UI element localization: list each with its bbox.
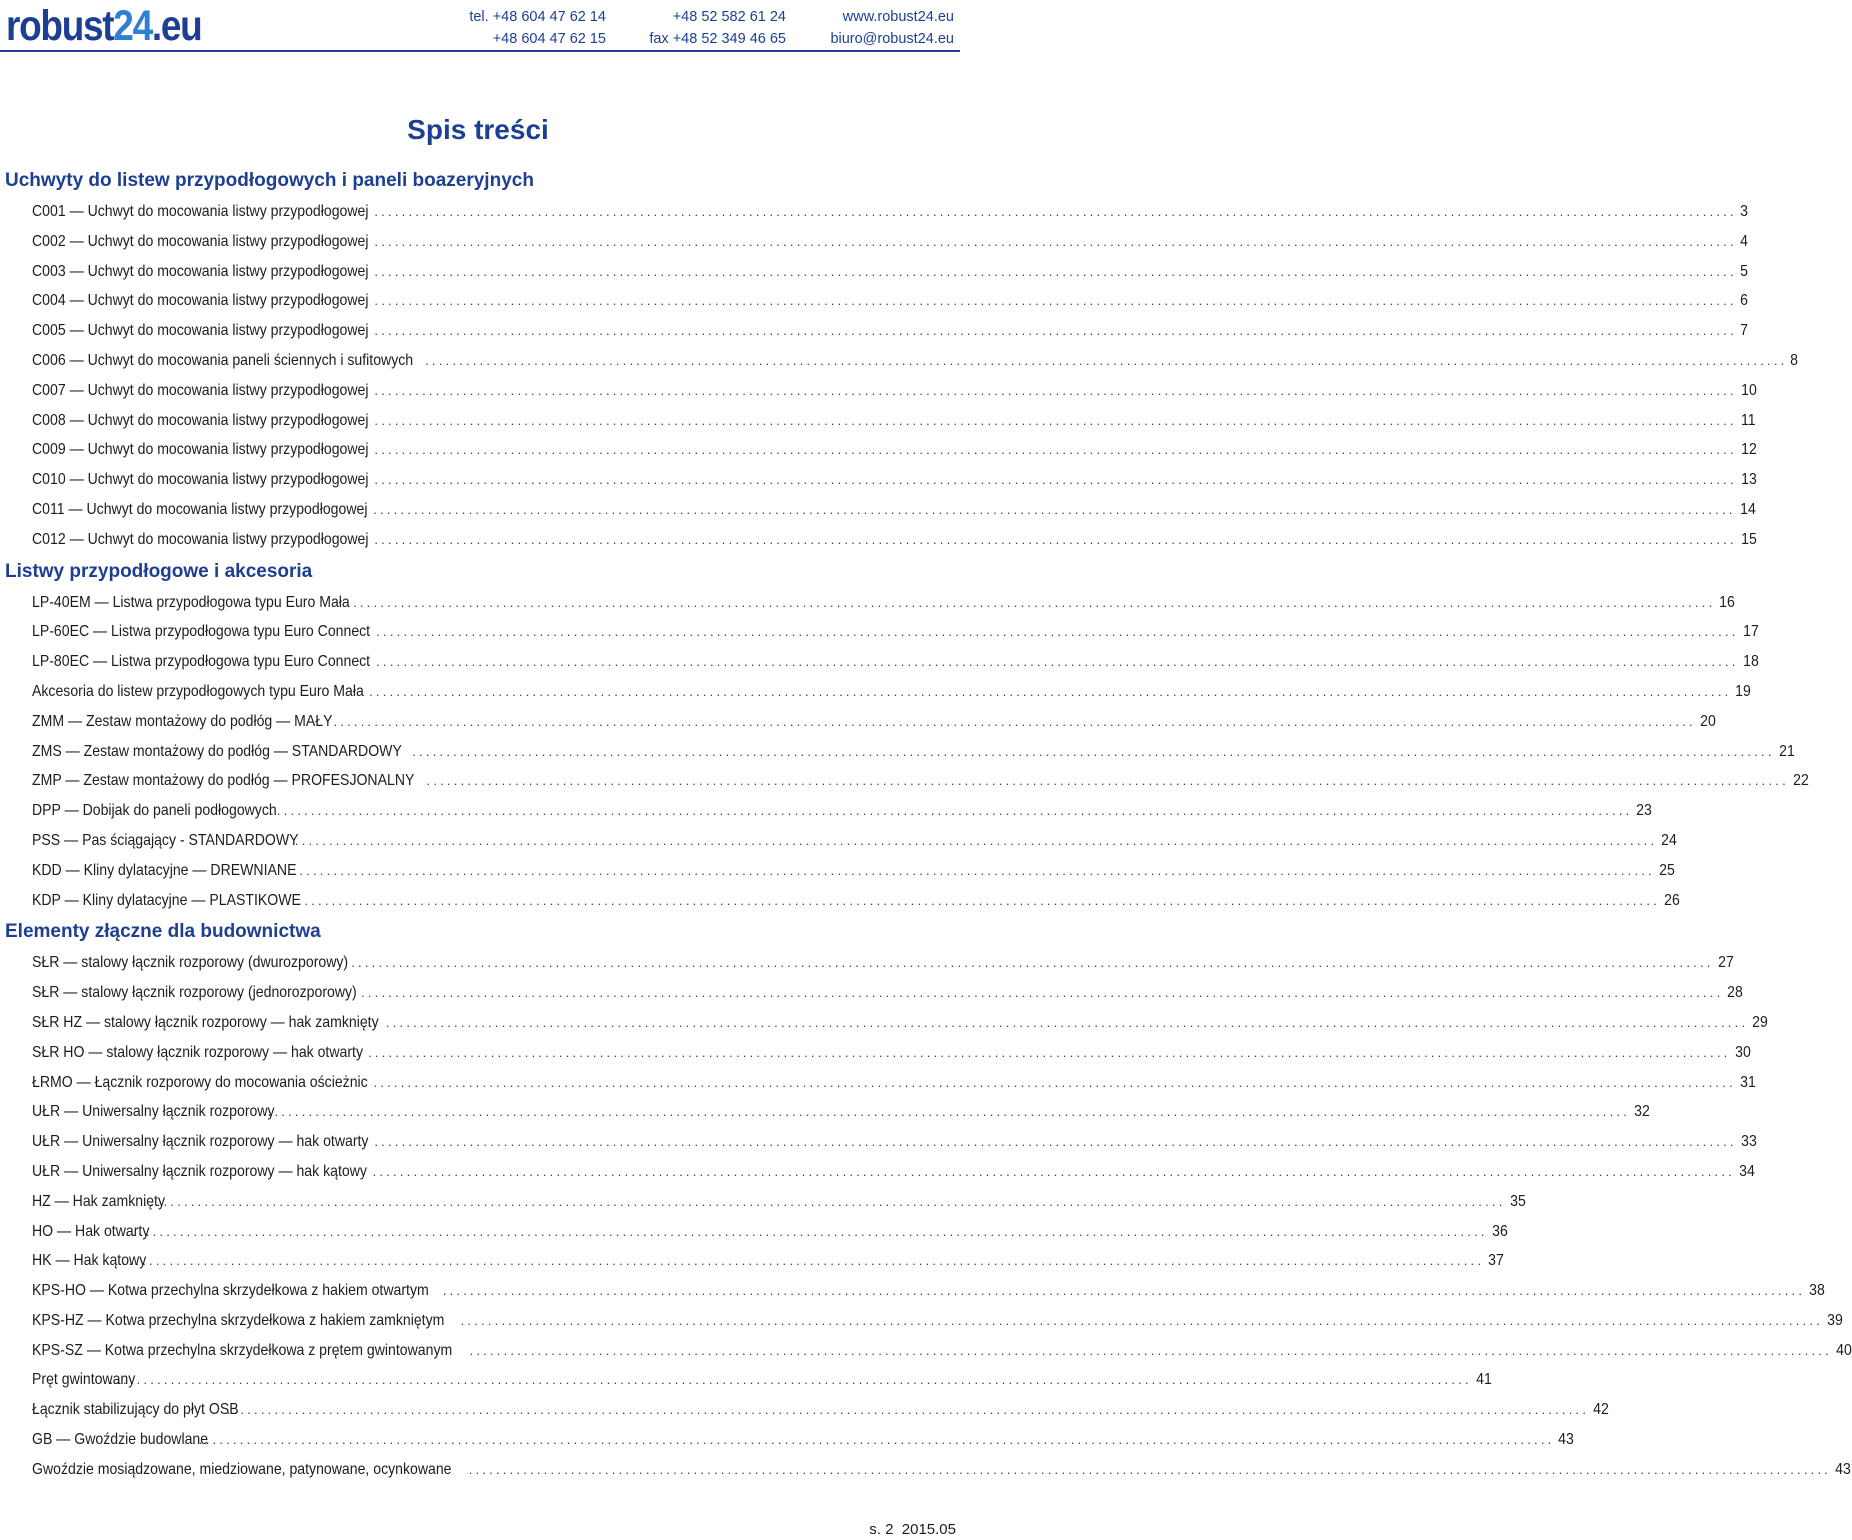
header-divider xyxy=(0,50,960,52)
toc-entry[interactable] xyxy=(0,227,1748,257)
toc-entry[interactable] xyxy=(0,406,1756,436)
phone-3: +48 52 582 61 24 xyxy=(672,9,786,25)
page-footer xyxy=(869,1521,956,1538)
toc-entry-label: C002 — Uchwyt do mocowania listwy przypodłogowej xyxy=(32,232,369,250)
dot-leader: ........................................................................................................................................................................................................ xyxy=(426,773,1789,789)
dot-leader: ........................................................................................................................................................................................................ xyxy=(374,233,1737,249)
toc-entry-label: C012 — Uchwyt do mocowania listwy przypodłogowej xyxy=(32,530,369,548)
dot-leader: ........................................................................................................................................................................................................ xyxy=(353,594,1716,610)
toc-entry[interactable] xyxy=(0,1365,1492,1395)
dot-leader: ........................................................................................................................................................................................................ xyxy=(143,1193,1506,1209)
dot-leader: ........................................................................................................................................................................................................ xyxy=(425,352,1788,368)
dot-leader: ........................................................................................................................................................................................................ xyxy=(192,1432,1555,1448)
toc-entry-label: DPP — Dobijak do paneli podłogowych xyxy=(32,802,277,820)
toc-entry-page: 12 xyxy=(1740,441,1757,459)
toc-entry-page: 3 xyxy=(1739,203,1748,220)
toc-entry-page: 35 xyxy=(1509,1192,1526,1210)
toc-entry-label: LP-60EC — Listwa przypodłogowa typu Euro Connect xyxy=(32,623,371,641)
toc-entry-page: 7 xyxy=(1739,322,1748,340)
toc-entry-label: GB — Gwoździe budowlane xyxy=(32,1431,209,1449)
toc-entry-label: C006 — Uchwyt do mocowania paneli ściennych i sufitowych xyxy=(32,351,414,369)
toc-entry[interactable] xyxy=(0,856,1675,886)
toc-entry[interactable] xyxy=(0,1336,1852,1366)
toc-entry-label: KDD — Kliny dylatacyjne — DREWNIANE xyxy=(32,861,297,879)
dot-leader: ........................................................................................................................................................................................................ xyxy=(374,293,1737,309)
dot-leader: ........................................................................................................................................................................................................ xyxy=(372,1163,1735,1179)
dot-leader: ........................................................................................................................................................................................................ xyxy=(369,683,1732,699)
toc-entry-page: 20 xyxy=(1699,712,1716,730)
toc-entry-label: ZMM — Zestaw montażowy do podłóg — MAŁY xyxy=(32,712,333,730)
toc-entry-label: C001 — Uchwyt do mocowania listwy przypodłogowej xyxy=(32,203,369,220)
toc-entry-label: SŁR HO — stalowy łącznik rozporowy — hak otwarty xyxy=(32,1043,363,1061)
toc-entry[interactable] xyxy=(0,647,1759,677)
toc-entry-page: 16 xyxy=(1719,593,1736,611)
toc-entry-label: UŁR — Uniwersalny łącznik rozporowy xyxy=(32,1103,275,1121)
toc-entry-page: 34 xyxy=(1739,1162,1755,1180)
toc-entry[interactable] xyxy=(0,197,1748,227)
dot-leader: ........................................................................................................................................................................................................ xyxy=(333,713,1696,729)
toc-entry[interactable] xyxy=(0,435,1757,465)
dot-leader: ........................................................................................................................................................................................................ xyxy=(374,472,1737,488)
toc-entry-label: SŁR — stalowy łącznik rozporowy (dwurozporowy) xyxy=(32,954,349,972)
toc-entry-page: 17 xyxy=(1742,623,1759,641)
toc-entry[interactable] xyxy=(0,525,1757,555)
dot-leader: ........................................................................................................................................................................................................ xyxy=(374,382,1737,398)
edition-date: 2015.05 xyxy=(901,1521,956,1538)
dot-leader: ........................................................................................................................................................................................................ xyxy=(121,1253,1485,1269)
toc-entry-label: C009 — Uchwyt do mocowania listwy przypodłogowej xyxy=(32,441,369,459)
toc-entry-label: SŁR — stalowy łącznik rozporowy (jednorozporowy) xyxy=(32,984,357,1002)
toc-entry-page: 42 xyxy=(1593,1401,1609,1419)
toc-entry-page: 32 xyxy=(1634,1103,1650,1121)
toc-entry-page: 15 xyxy=(1740,530,1757,548)
toc-entry-page: 23 xyxy=(1636,802,1653,820)
toc-entry-page: 25 xyxy=(1659,861,1675,879)
toc-entry-label: Gwoździe mosiądzowane, miedziowane, patynowane, ocynkowane xyxy=(32,1460,452,1478)
toc-entry-label: ZMP — Zestaw montażowy do podłóg — PROFESJONALNY xyxy=(32,772,415,790)
toc-entry[interactable] xyxy=(0,1425,1575,1455)
toc-entry-label: Pręt gwintowany xyxy=(32,1371,136,1389)
dot-leader: ........................................................................................................................................................................................................ xyxy=(351,955,1714,971)
brand-logo xyxy=(6,2,201,50)
toc-entry-label: Akcesoria do listew przypodłogowych typu Euro Mała xyxy=(32,682,364,700)
dot-leader: ........................................................................................................................................................................................................ xyxy=(361,985,1724,1001)
contact-web xyxy=(806,6,954,50)
toc-entry[interactable] xyxy=(0,1306,1843,1336)
toc-entry-page: 33 xyxy=(1740,1133,1757,1151)
toc-entry-page: 13 xyxy=(1740,471,1757,489)
toc-entry-page: 19 xyxy=(1735,682,1752,700)
toc-entry-page: 22 xyxy=(1793,772,1809,790)
dot-leader: ........................................................................................................................................................................................................ xyxy=(297,892,1660,908)
page-number: s. 2 xyxy=(869,1521,894,1538)
toc-entry[interactable] xyxy=(0,286,1748,316)
dot-leader: ........................................................................................................................................................................................................ xyxy=(373,501,1736,517)
toc-entry[interactable] xyxy=(0,766,1809,796)
toc-entry-page: 24 xyxy=(1661,831,1678,849)
toc-entry-page: 6 xyxy=(1739,292,1748,310)
dot-leader: ........................................................................................................................................................................................................ xyxy=(270,803,1633,819)
dot-leader: ........................................................................................................................................................................................................ xyxy=(226,1402,1590,1418)
toc-entry[interactable] xyxy=(0,316,1748,346)
toc-entry[interactable] xyxy=(0,826,1678,856)
toc-entry[interactable] xyxy=(0,677,1752,707)
toc-entry[interactable] xyxy=(0,1008,1769,1038)
toc-entry[interactable] xyxy=(0,1187,1526,1217)
logo-main: robust xyxy=(6,2,114,50)
toc-entry[interactable] xyxy=(0,1455,1851,1485)
toc-entry-page: 43 xyxy=(1558,1431,1575,1449)
toc-entry[interactable] xyxy=(0,495,1756,525)
toc-entry-label: Łącznik stabilizujący do płyt OSB xyxy=(32,1401,239,1419)
toc-entry-label: HK — Hak kątowy xyxy=(32,1252,147,1270)
contact-phones xyxy=(460,6,606,50)
toc-entry-label: C005 — Uchwyt do mocowania listwy przypodłogowej xyxy=(32,322,369,340)
toc-entry[interactable] xyxy=(0,978,1744,1008)
phone-1: tel. +48 604 47 62 14 xyxy=(469,9,606,25)
toc-entry-label: C007 — Uchwyt do mocowania listwy przypodłogowej xyxy=(32,381,369,399)
dot-leader: ........................................................................................................................................................................................................ xyxy=(374,323,1737,339)
toc-entry[interactable] xyxy=(0,1097,1650,1127)
section-heading: Listwy przypodłogowe i akcesoria xyxy=(5,560,313,582)
toc-entry-page: 37 xyxy=(1488,1252,1504,1270)
dot-leader: ........................................................................................................................................................................................................ xyxy=(442,1283,1806,1299)
toc-entry[interactable] xyxy=(0,1127,1757,1157)
toc-entry-page: 5 xyxy=(1739,262,1748,280)
toc-entry-page: 43 xyxy=(1835,1460,1851,1478)
dot-leader: ........................................................................................................................................................................................................ xyxy=(374,442,1737,458)
dot-leader: ........................................................................................................................................................................................................ xyxy=(368,1044,1731,1060)
toc-entry[interactable] xyxy=(0,346,1799,376)
toc-entry[interactable] xyxy=(0,376,1757,406)
dot-leader: ........................................................................................................................................................................................................ xyxy=(468,1461,1832,1477)
toc-entry-label: HZ — Hak zamknięty xyxy=(32,1192,166,1210)
toc-entry[interactable] xyxy=(0,1276,1825,1306)
dot-leader: ........................................................................................................................................................................................................ xyxy=(125,1223,1488,1239)
toc-entry[interactable] xyxy=(0,1395,1609,1425)
toc-entry-label: LP-80EC — Listwa przypodłogowa typu Euro Connect xyxy=(32,653,371,671)
toc-entry[interactable] xyxy=(0,1157,1755,1187)
toc-entry[interactable] xyxy=(0,1217,1508,1247)
logo-tld: .eu xyxy=(151,2,202,50)
toc-entry-label: KPS-HO — Kotwa przechylna skrzydełkowa z hakiem otwartym xyxy=(32,1282,429,1300)
dot-leader: ........................................................................................................................................................................................................ xyxy=(373,1074,1736,1090)
fax-number: fax +48 52 349 46 65 xyxy=(649,31,786,47)
toc-entry[interactable] xyxy=(0,1038,1751,1068)
toc-entry[interactable] xyxy=(0,617,1759,647)
toc-entry-page: 28 xyxy=(1727,984,1744,1002)
dot-leader: ........................................................................................................................................................................................................ xyxy=(376,654,1739,670)
contact-landline-fax xyxy=(636,6,786,50)
toc-entry[interactable] xyxy=(0,465,1757,495)
toc-entry-label: C004 — Uchwyt do mocowania listwy przypodłogowej xyxy=(32,292,369,310)
toc-entry[interactable] xyxy=(0,588,1736,618)
toc-entry-page: 8 xyxy=(1790,351,1799,369)
dot-leader: ........................................................................................................................................................................................................ xyxy=(385,1014,1749,1030)
toc-entry-page: 40 xyxy=(1836,1341,1852,1359)
dot-leader: ........................................................................................................................................................................................................ xyxy=(374,1134,1737,1150)
website-link[interactable]: www.robust24.eu xyxy=(842,9,954,25)
dot-leader: ........................................................................................................................................................................................................ xyxy=(294,832,1658,848)
dot-leader: ........................................................................................................................................................................................................ xyxy=(460,1312,1823,1328)
logo-accent: 24 xyxy=(113,2,152,50)
toc-entry-label: C003 — Uchwyt do mocowania listwy przypodłogowej xyxy=(32,262,369,280)
dot-leader: ........................................................................................................................................................................................................ xyxy=(292,862,1655,878)
dot-leader: ........................................................................................................................................................................................................ xyxy=(376,624,1739,640)
toc-entry-page: 41 xyxy=(1475,1371,1492,1389)
section-heading: Elementy złączne dla budownictwa xyxy=(5,921,321,943)
page-title: Spis treści xyxy=(407,114,549,145)
toc-entry-page: 39 xyxy=(1827,1311,1843,1329)
dot-leader: ........................................................................................................................................................................................................ xyxy=(374,412,1737,428)
toc-entry-label: HO — Hak otwarty xyxy=(32,1222,150,1240)
phone-2: +48 604 47 62 15 xyxy=(492,31,606,47)
toc-entry-label: PSS — Pas ściągający - STANDARDOWY xyxy=(32,831,299,849)
toc-entry-label: UŁR — Uniwersalny łącznik rozporowy — hak otwarty xyxy=(32,1133,369,1151)
toc-entry-label: ZMS — Zestaw montażowy do podłóg — STANDARDOWY xyxy=(32,742,402,760)
dot-leader: ........................................................................................................................................................................................................ xyxy=(374,204,1737,219)
toc-entry[interactable] xyxy=(0,1246,1504,1276)
table-of-contents xyxy=(0,164,1852,1485)
dot-leader: ........................................................................................................................................................................................................ xyxy=(374,263,1737,279)
toc-entry-label: KDP — Kliny dylatacyjne — PLASTIKOWE xyxy=(32,891,301,909)
toc-entry-label: C008 — Uchwyt do mocowania listwy przypodłogowej xyxy=(32,411,369,429)
toc-entry-page: 27 xyxy=(1717,954,1734,972)
toc-entry-page: 10 xyxy=(1740,381,1757,399)
toc-entry[interactable] xyxy=(0,1068,1756,1098)
toc-entry-page: 4 xyxy=(1739,232,1748,250)
toc-entry-label: ŁRMO — Łącznik rozporowy do mocowania ościeżnic xyxy=(32,1073,368,1091)
toc-entry[interactable] xyxy=(0,948,1734,978)
dot-leader: ........................................................................................................................................................................................................ xyxy=(374,531,1737,547)
toc-entry[interactable] xyxy=(0,886,1680,916)
toc-entry[interactable] xyxy=(0,796,1653,826)
toc-entry-page: 36 xyxy=(1491,1222,1508,1240)
toc-entry[interactable] xyxy=(0,737,1795,767)
toc-entry-page: 26 xyxy=(1664,891,1680,909)
toc-entry-page: 14 xyxy=(1739,500,1756,518)
dot-leader: ........................................................................................................................................................................................................ xyxy=(267,1104,1631,1120)
toc-entry-label: C011 — Uchwyt do mocowania listwy przypodłogowej xyxy=(32,500,368,518)
toc-entry-page: 21 xyxy=(1778,742,1795,760)
page-header xyxy=(0,0,960,52)
toc-entry-page: 18 xyxy=(1742,653,1759,671)
email-link[interactable]: biuro@robust24.eu xyxy=(830,31,954,47)
toc-entry-page: 38 xyxy=(1809,1282,1825,1300)
toc-entry-page: 11 xyxy=(1740,411,1756,429)
toc-entry-page: 30 xyxy=(1734,1043,1751,1061)
toc-entry-label: LP-40EM — Listwa przypodłogowa typu Euro Mała xyxy=(32,593,350,611)
toc-entry-page: 31 xyxy=(1739,1073,1756,1091)
toc-entry-page: 29 xyxy=(1752,1013,1769,1031)
toc-entry-label: UŁR — Uniwersalny łącznik rozporowy — hak kątowy xyxy=(32,1162,367,1180)
toc-entry[interactable] xyxy=(0,707,1716,737)
toc-entry-label: C010 — Uchwyt do mocowania listwy przypodłogowej xyxy=(32,471,369,489)
toc-entry[interactable] xyxy=(0,257,1748,287)
section-heading: Uchwyty do listew przypodłogowych i paneli boazeryjnych xyxy=(5,170,534,191)
dot-leader: ........................................................................................................................................................................................................ xyxy=(469,1342,1832,1358)
toc-entry-label: KPS-SZ — Kotwa przechylna skrzydełkowa z prętem gwintowanym xyxy=(32,1341,453,1359)
toc-entry-label: SŁR HZ — stalowy łącznik rozporowy — hak zamknięty xyxy=(32,1013,379,1031)
dot-leader: ........................................................................................................................................................................................................ xyxy=(412,743,1775,759)
dot-leader: ........................................................................................................................................................................................................ xyxy=(109,1372,1472,1388)
toc-entry-label: KPS-HZ — Kotwa przechylna skrzydełkowa z hakiem zamkniętym xyxy=(32,1311,445,1329)
